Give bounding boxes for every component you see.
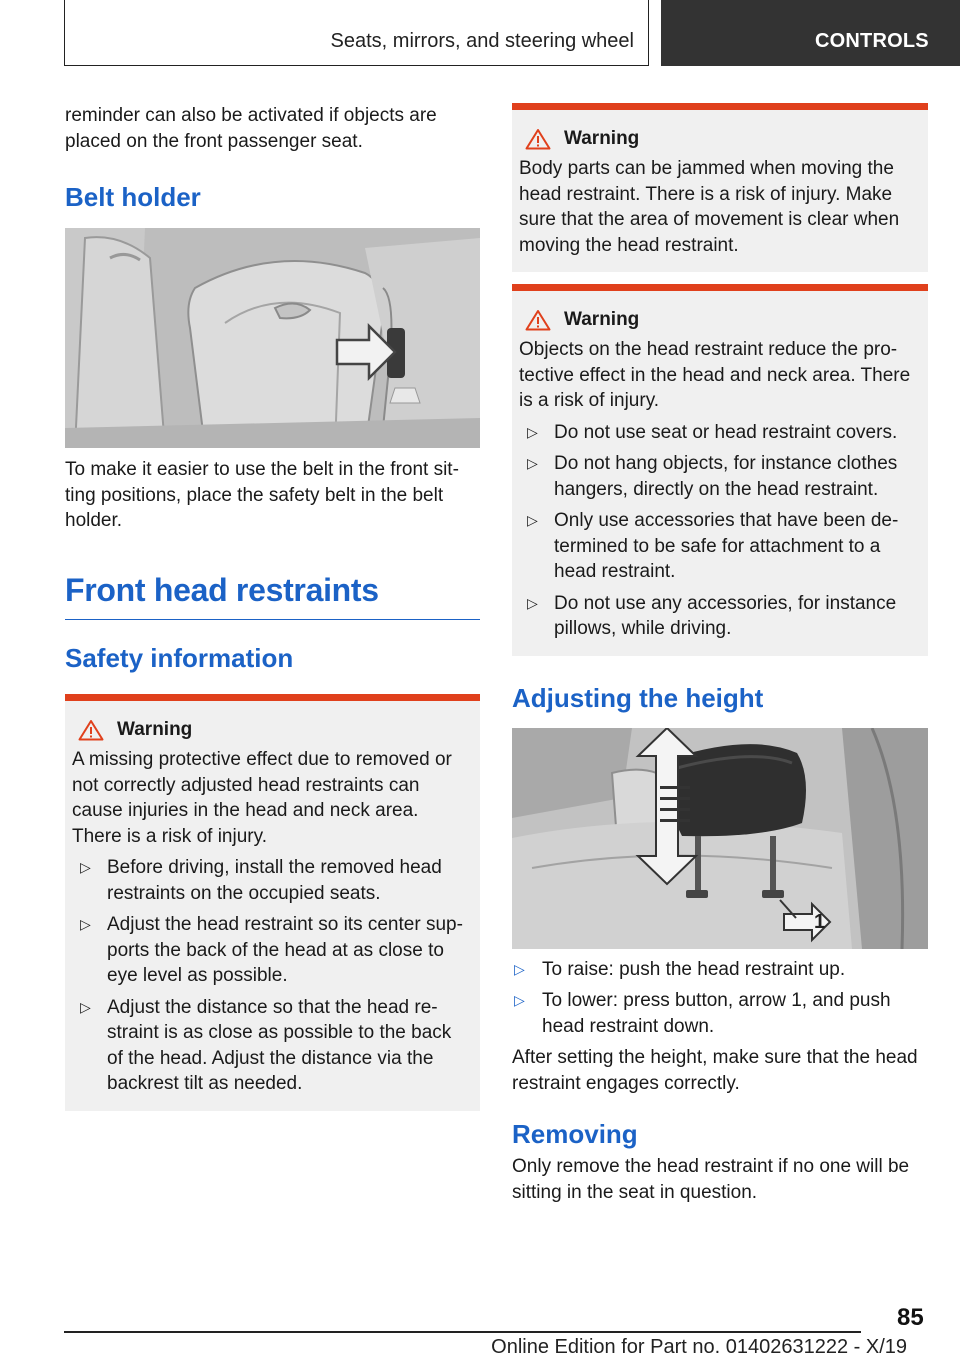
warning-title: Warning [564, 309, 640, 330]
belt-holder-heading: Belt holder [65, 182, 201, 212]
adjust-step-item: ▷ To raise: push the head restraint up. [512, 957, 928, 983]
safety-heading: Safety information [65, 643, 294, 673]
warning-box-objects [512, 284, 928, 656]
warning-list-item: ▷ Only use accessories that have been de-termined to be safe for attachment to a head restraint. [527, 510, 899, 582]
removing-heading: Removing [512, 1119, 638, 1149]
triangle-bullet-icon: ▷ [527, 594, 538, 611]
warning-list-item: ▷ Do not use any accessories, for instance pillows, while driving. [527, 592, 897, 639]
warning-text: Body parts can be jammed when moving the head restraint. There is a risk of injury. Make sure that the area of movement is clear when moving the head restraint. [519, 158, 900, 256]
warning-triangle-icon [525, 128, 551, 150]
adjust-after-text: After setting the height, make sure that the head restraint engages correctly. [512, 1047, 918, 1094]
warning-list-item: ▷ Do not hang objects, for instance clothes hangers, directly on the head restraint. [527, 453, 898, 500]
seat-belt-holder-illustration [65, 228, 480, 448]
belt-holder-image [65, 228, 480, 448]
warning-triangle-icon [525, 309, 551, 331]
triangle-bullet-icon: ▷ [527, 512, 538, 528]
warning-box-jammed [512, 103, 928, 272]
adjust-step-item: ▷ To lower: press button, arrow 1, and push head restraint down. [514, 990, 891, 1037]
triangle-bullet-icon: ▷ [80, 916, 91, 932]
warning-title: Warning [564, 128, 640, 149]
page-number: 85 [897, 1304, 924, 1331]
warning-list-item: ▷ Adjust the distance so that the head re-straint is as close as possible to the back of the head. Adjust the distance via the backrest tilt as needed. [80, 996, 452, 1094]
warning-list [72, 855, 472, 1097]
triangle-bullet-icon: ▷ [527, 455, 538, 471]
warning-list-item: ▷ Before driving, install the removed head restraints on the occupied seats. [80, 857, 442, 904]
warning-box-missing-restraints [65, 694, 480, 1111]
footer-rule [64, 1331, 861, 1333]
warning-header [72, 719, 472, 741]
warning-title: Warning [117, 719, 193, 740]
image-callout-1: 1 [814, 910, 826, 933]
header-chapter-label: CONTROLS [815, 30, 929, 52]
chapter-rule [65, 619, 480, 621]
adjust-heading: Adjusting the height [512, 682, 764, 713]
right-column [512, 103, 928, 1205]
head-restraint-illustration [512, 728, 928, 949]
warning-triangle-icon [78, 719, 104, 741]
triangle-bullet-icon: ▷ [514, 960, 525, 977]
warning-header [519, 128, 920, 150]
adjust-steps-list [512, 957, 928, 1040]
warning-text: Objects on the head restraint reduce the pro-tective effect in the head and neck area. There is a risk of injury. [519, 339, 911, 411]
header-section-box [64, 0, 649, 66]
triangle-bullet-icon: ▷ [527, 423, 538, 440]
warning-text: A missing protective effect due to removed or not correctly adjusted head restraints can cause injuries in the head and neck area. There is a risk of injury. [72, 749, 452, 847]
warning-list-item: ▷ Adjust the head restraint so its center sup-ports the back of the head at as close to eye level as possible. [80, 914, 463, 986]
footer-edition: Online Edition for Part no. 01402631222 - X/19 [491, 1336, 907, 1358]
warning-list-item: ▷ Do not use seat or head restraint covers. [519, 420, 920, 446]
removing-text: Only remove the head restraint if no one will be sitting in the seat in question. [512, 1156, 910, 1203]
triangle-bullet-icon: ▷ [80, 859, 91, 875]
intro-text: reminder can also be activated if objects are placed on the front passenger seat. [65, 105, 437, 152]
left-column [65, 103, 480, 1111]
warning-list [519, 420, 920, 642]
triangle-bullet-icon: ▷ [514, 992, 525, 1008]
header-chapter-tab [661, 0, 960, 66]
warning-header [519, 309, 920, 331]
adjust-height-image [512, 728, 928, 949]
belt-holder-text: To make it easier to use the belt in the front sit-ting positions, place the safety belt in the belt holder. [65, 459, 459, 531]
header-section-title: Seats, mirrors, and steering wheel [330, 30, 634, 52]
chapter-heading: Front head restraints [65, 571, 379, 608]
triangle-bullet-icon: ▷ [80, 998, 91, 1015]
